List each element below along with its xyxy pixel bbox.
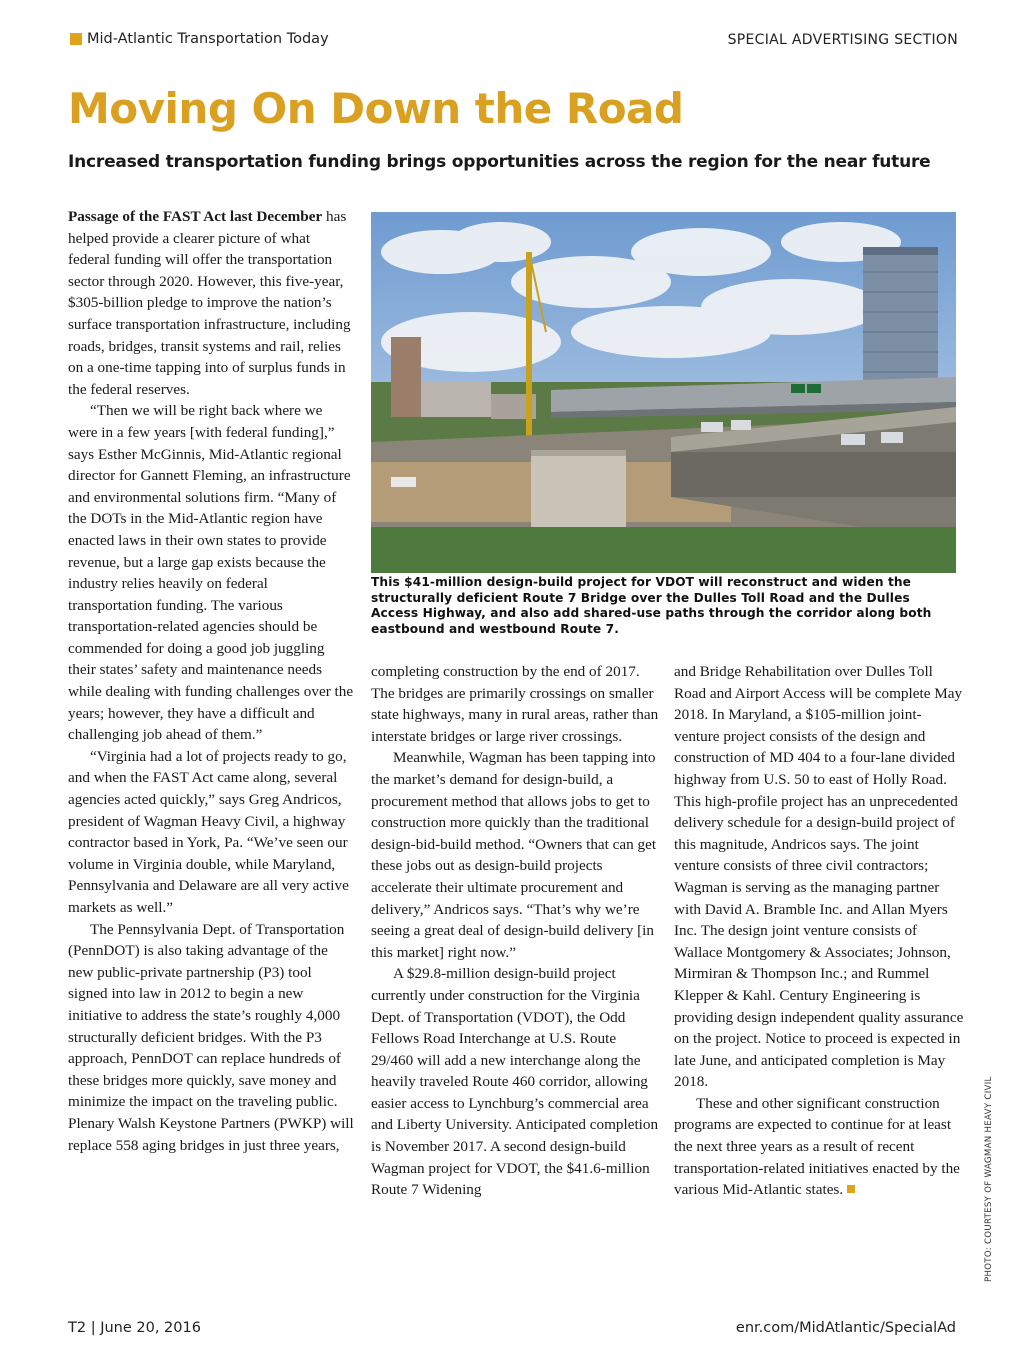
photo-credit: PHOTO: COURTESY OF WAGMAN HEAVY CIVIL <box>984 1076 994 1282</box>
subhead: Increased transportation funding brings opportunities across the region for the near future <box>68 152 931 172</box>
article-column-1 <box>68 206 354 1156</box>
publication-header <box>70 31 329 47</box>
lead-paragraph <box>68 206 354 400</box>
header-square-icon <box>70 33 82 45</box>
article-column-2 <box>371 661 659 1201</box>
lead-text: has helped provide a clearer picture of what federal funding will offer the transportation sector through 2020. However, this five-year, $305-billion pledge to improve the nation’s surface transportation infrastructure, including roads, bridges, transit systems and rail, relies on a one-time tapping into of surplus funds in the federal reserves. <box>68 208 351 398</box>
footer-page-info <box>68 1320 201 1336</box>
photo-caption: This $41-million design-build project for VDOT will reconstruct and widen the structurally deficient Route 7 Bridge over the Dulles Toll Road and the Dulles Access Highway, and also add shared-use paths through the corridor along both eastbound and westbound Route 7. <box>371 575 932 636</box>
page-number: T2 <box>68 1320 87 1336</box>
publication-name: Mid-Atlantic Transportation Today <box>87 31 329 47</box>
final-paragraph-text: These and other significant construction programs are expected to continue for at least the next three years as a result of recent transportation-related initiatives enacted by the various Mid-Atlantic states. <box>674 1094 960 1199</box>
headline: Moving On Down the Road <box>68 84 684 133</box>
paragraph: Meanwhile, Wagman has been tapping into the market’s demand for design-build, a procurement method that allows jobs to get to construction more quickly than the traditional design-bid-build method. “Owners that can get these jobs out as design-build projects accelerate their ultimate procurement and delivery,” Andricos says. “That’s why we’re seeing a great deal of design-build delivery [in this market] right now.” <box>371 749 657 961</box>
end-mark-icon <box>847 1185 855 1193</box>
paragraph: “Then we will be right back where we were in a few years [with federal funding],” says Esther McGinnis, Mid-Atlantic regional director for Gannett Fleming, an infrastructure and environmental solutions firm. “Many of the DOTs in the Mid-Atlantic region have enacted laws in their own states to provide revenue, but a large gap exists because the industry relies heavily on federal transportation funding. The various transportation-related agencies should be commended for doing a good job juggling their states’ safety and maintenance needs while dealing with funding challenges over the years; however, they have a difficult and challenging job ahead of them.” <box>68 402 354 744</box>
section-label: SPECIAL ADVERTISING SECTION <box>727 32 958 48</box>
paragraph-continued: completing construction by the end of 2017. The bridges are primarily crossings on smaller state highways, many in rural areas, rather than interstate bridges or large river crossings. <box>371 663 659 745</box>
paragraph-continued: and Bridge Rehabilitation over Dulles Toll Road and Airport Access will be complete May 2018. In Maryland, a $105-million joint-venture project consists of the design and construction of MD 404 to a four-lane divided highway from U.S. 50 to east of Holly Road. This high-profile project has an unprecedented delivery schedule for a design-build project of this magnitude, Andricos says. The joint venture consists of three civil contractors; Wagman is serving as the managing partner with David A. Bramble Inc. and Allan Myers Inc. The design joint venture consists of Wallace Montgomery & Associates; Johnson, Mirmiran & Thompson Inc.; and Rummel Klepper & Kahl. Century Engineering is providing design independent quality assurance on the project. Notice to proceed is expected in late June, and anticipated completion is May 2018. <box>674 663 964 1091</box>
footer-divider: | <box>90 1320 101 1336</box>
article-column-3 <box>674 661 964 1201</box>
issue-date: June 20, 2016 <box>100 1320 201 1336</box>
paragraph: “Virginia had a lot of projects ready to go, and when the FAST Act came along, several agencies acted quickly,” says Greg Andricos, president of Wagman Heavy Civil, a highway contractor based in York, Pa. “We’ve seen our volume in Virginia double, while Maryland, Pennsylvania and Delaware are all very active markets as well.” <box>68 747 349 916</box>
paragraph: A $29.8-million design-build project currently under construction for the Virginia Dept. of Transportation (VDOT), the Odd Fellows Road Interchange at U.S. Route 29/460 will add a new interchange along the heavily traveled Route 460 corridor, allowing easier access to Lynchburg’s commercial area and Liberty University. Anticipated completion is November 2017. A second design-build Wagman project for VDOT, the $41.6-million Route 7 Widening <box>371 965 659 1199</box>
lead-bold: Passage of the FAST Act last December <box>68 208 323 225</box>
footer-url: enr.com/MidAtlantic/SpecialAd <box>735 1320 956 1336</box>
final-paragraph <box>674 1093 964 1201</box>
photo-illustration <box>371 212 956 573</box>
paragraph: The Pennsylvania Dept. of Transportation (PennDOT) is also taking advantage of the new public-private partnership (P3) tool signed into law in 2012 to begin a new initiative to address the state’s roughly 4,000 structurally deficient bridges. With the P3 approach, PennDOT can replace hundreds of these bridges more quickly, save money and minimize the impact on the traveling public. Plenary Walsh Keystone Partners (PWKP) will replace 558 aging bridges in just three years, <box>68 920 354 1154</box>
bridge-photo <box>371 212 956 573</box>
